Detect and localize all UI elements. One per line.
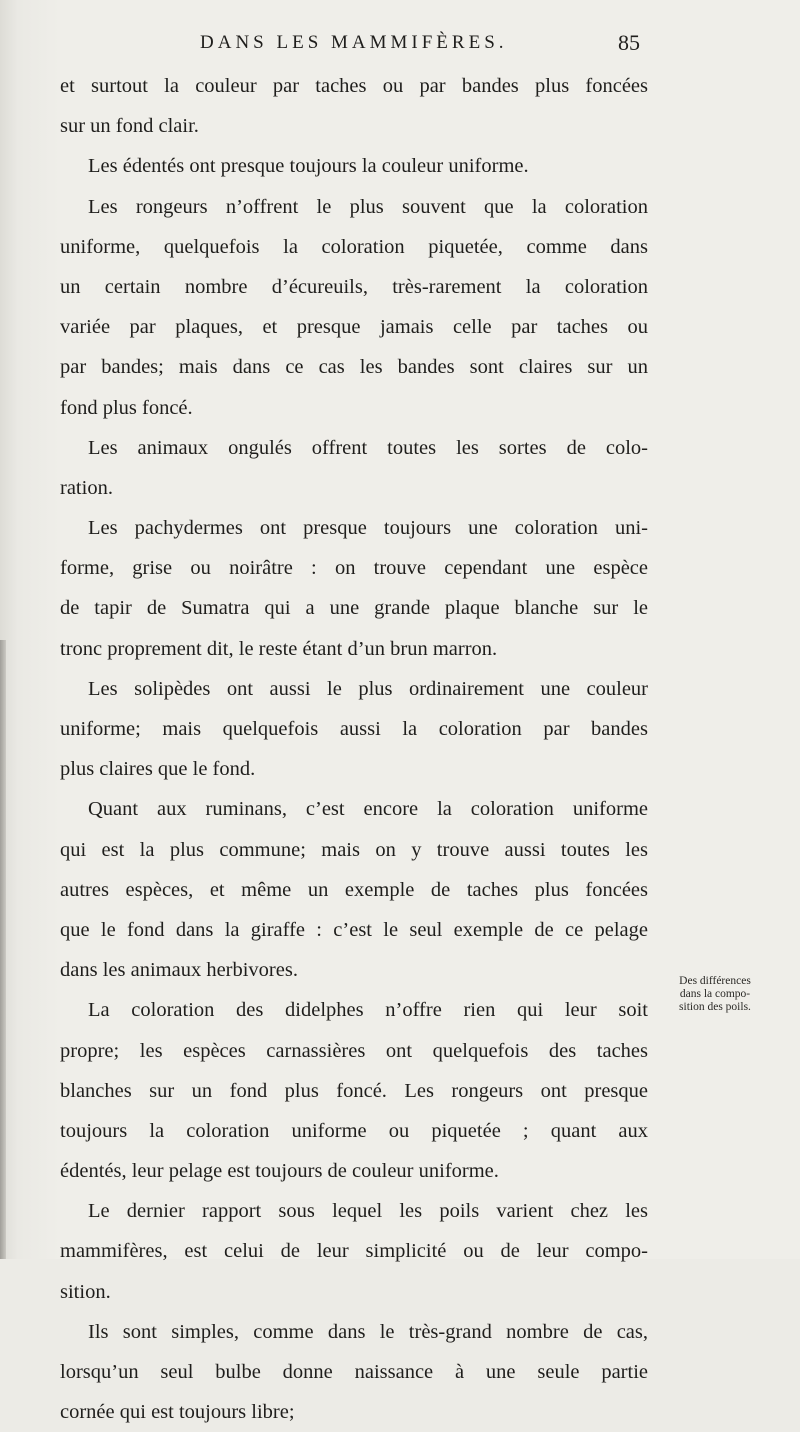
- text-line: uniforme; mais quelquefois aussi la coloration par bandes: [60, 718, 648, 740]
- text-line: Les édentés ont presque toujours la couleur uniforme.: [88, 155, 529, 178]
- text-line: mammifères, est celui de leur simplicité ou de leur compo-: [60, 1240, 648, 1263]
- page-header: [200, 30, 640, 66]
- running-head: DANS LES MAMMIFÈRES.: [200, 32, 508, 53]
- text-line: toujours la coloration uniforme ou piquetée ; quant aux: [60, 1119, 648, 1142]
- page-edge-shadow: [0, 640, 6, 1259]
- text-line: La coloration des didelphes n’offre rien qui leur soit: [88, 999, 648, 1022]
- text-line: par bandes; mais dans ce cas les bandes sont claires sur un: [60, 356, 648, 379]
- text-line: édentés, leur pelage est toujours de couleur uniforme.: [60, 1160, 499, 1183]
- text-line: un certain nombre d’écureuils, très-rarement la coloration: [60, 275, 648, 298]
- text-line: cornée qui est toujours libre;: [60, 1401, 295, 1424]
- margin-note-line: dans la compo-: [679, 988, 751, 1000]
- text-line: Les solipèdes ont aussi le plus ordinairement une couleur: [88, 677, 648, 700]
- text-line: ration.: [60, 476, 113, 499]
- text-line: propre; les espèces carnassières ont quelquefois des taches: [60, 1039, 648, 1062]
- text-line: blanches sur un fond plus foncé. Les rongeurs ont presque: [60, 1079, 648, 1102]
- text-line: lorsqu’un seul bulbe donne naissance à une seule partie: [60, 1361, 648, 1383]
- text-line: tronc proprement dit, le reste étant d’un brun marron.: [60, 637, 498, 660]
- text-line: variée par plaques, et presque jamais celle par taches ou: [60, 316, 648, 339]
- margin-note-line: sition des poils.: [679, 1001, 751, 1013]
- text-line: qui est la plus commune; mais on y trouve aussi toutes les: [60, 838, 648, 861]
- text-line: sur un fond clair.: [60, 115, 199, 138]
- margin-note-line: Des différences: [679, 975, 751, 987]
- body-text: [60, 66, 648, 1432]
- text-line: dans les animaux herbivores.: [60, 959, 298, 982]
- text-line: uniforme, quelquefois la coloration piquetée, comme dans: [60, 235, 648, 258]
- page-number: 85: [618, 30, 640, 55]
- text-line: Les animaux ongulés offrent toutes les sortes de colo-: [88, 436, 648, 459]
- text-line: que le fond dans la giraffe : c’est le seul exemple de ce pelage: [60, 918, 648, 941]
- text-line: Quant aux ruminans, c’est encore la coloration uniforme: [88, 798, 648, 821]
- margin-note: [655, 975, 775, 1014]
- text-line: Le dernier rapport sous lequel les poils varient chez les: [88, 1200, 648, 1223]
- text-line: et surtout la couleur par taches ou par bandes plus foncées: [60, 75, 648, 97]
- text-line: Ils sont simples, comme dans le très-grand nombre de cas,: [88, 1320, 648, 1343]
- text-line: autres espèces, et même un exemple de taches plus foncées: [60, 878, 648, 901]
- text-line: Les pachydermes ont presque toujours une coloration uni-: [88, 517, 648, 540]
- text-line: forme, grise ou noirâtre : on trouve cependant une espèce: [60, 557, 648, 580]
- text-line: sition.: [60, 1280, 111, 1303]
- text-line: fond plus foncé.: [60, 396, 193, 419]
- text-line: Les rongeurs n’offrent le plus souvent que la coloration: [88, 195, 648, 218]
- text-line: plus claires que le fond.: [60, 758, 256, 781]
- text-line: de tapir de Sumatra qui a une grande plaque blanche sur le: [60, 597, 648, 620]
